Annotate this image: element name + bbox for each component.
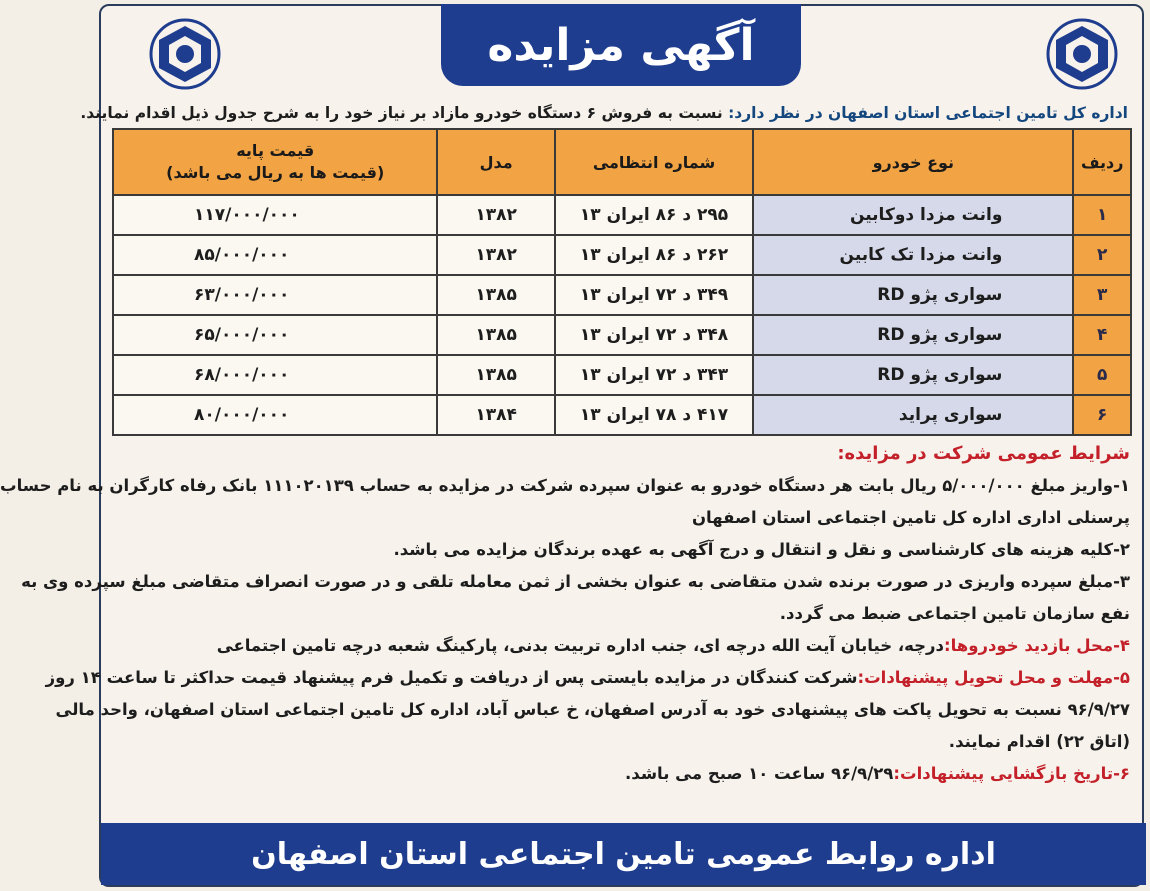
vehicle-type: سواری پراید xyxy=(753,395,1073,435)
model-year: ۱۳۸۲ xyxy=(437,195,554,235)
condition-2: ۲-کلیه هزینه های کارشناسی و نقل و انتقال و درج آگهی به عهده برندگان مزایده می باشد. xyxy=(393,540,1130,559)
condition-1-line-2: پرسنلی اداری اداره کل تامین اجتماعی استان اصفهان xyxy=(691,508,1130,527)
condition-5-label: ۵-مهلت و محل تحویل پیشنهادات: xyxy=(857,668,1130,687)
conditions-title: شرایط عمومی شرکت در مزایده: xyxy=(837,443,1130,464)
base-price: ۶۵/۰۰۰/۰۰۰ xyxy=(113,315,437,355)
condition-1-line-1: ۱-واریز مبلغ ۵/۰۰۰/۰۰۰ ریال بابت هر دستگاه خودرو به عنوان سپرده شرکت در مزایده به حساب ۱۱۱۰۲۰۱۳۹ بانک رفاه کارگران به نام حساب xyxy=(0,476,1130,495)
plate-number: ۳۴۳ د ۷۲ ایران ۱۳ xyxy=(555,355,753,395)
table-row xyxy=(113,195,1131,235)
header-base-price xyxy=(113,129,437,195)
footer-banner xyxy=(101,823,1146,885)
footer-text: اداره روابط عمومی تامین اجتماعی استان اصفهان xyxy=(251,836,996,872)
condition-4 xyxy=(110,630,1130,662)
plate-number: ۴۱۷ د ۷۸ ایران ۱۳ xyxy=(555,395,753,435)
plate-number: ۲۹۵ د ۸۶ ایران ۱۳ xyxy=(555,195,753,235)
model-year: ۱۳۸۵ xyxy=(437,355,554,395)
row-number: ۵ xyxy=(1073,355,1131,395)
header-price-title: قیمت پایه xyxy=(236,141,315,160)
base-price: ۱۱۷/۰۰۰/۰۰۰ xyxy=(113,195,437,235)
intro-org: اداره کل تامین اجتماعی استان اصفهان در نظر دارد: xyxy=(728,104,1128,122)
page-title: آگهی مزایده xyxy=(487,19,755,71)
header-model: مدل xyxy=(437,129,554,195)
condition-3-line-1: ۳-مبلغ سپرده واریزی در صورت برنده شدن متقاضی به عنوان بخشی از ثمن معامله تلقی و در صورت انصراف متقاضی مبلغ سپرده وی به xyxy=(21,572,1130,591)
base-price: ۶۳/۰۰۰/۰۰۰ xyxy=(113,275,437,315)
plate-number: ۳۴۸ د ۷۲ ایران ۱۳ xyxy=(555,315,753,355)
table-row xyxy=(113,395,1131,435)
condition-6-text: ۹۶/۹/۲۹ ساعت ۱۰ صبح می باشد. xyxy=(625,764,894,783)
row-number: ۱ xyxy=(1073,195,1131,235)
condition-5-text-1: شرکت کنندگان در مزایده بایستی پس از دریافت و تکمیل فرم پیشنهاد قیمت حداکثر تا ساعت ۱۴ روز xyxy=(45,668,858,687)
vehicle-type: وانت مزدا دوکابین xyxy=(753,195,1073,235)
base-price: ۸۵/۰۰۰/۰۰۰ xyxy=(113,235,437,275)
condition-6 xyxy=(110,758,1130,790)
condition-5-line-2: ۹۶/۹/۲۷ نسبت به تحویل پاکت های پیشنهادی خود به آدرس اصفهان، خ عباس آباد، اداره کل تامین اجتماعی استان اصفهان، واحد مالی xyxy=(55,700,1130,719)
condition-4-text: درچه، خیابان آیت الله درچه ای، جنب اداره تربیت بدنی، پارکینگ شعبه درچه تامین اجتماعی xyxy=(216,636,944,655)
row-number: ۳ xyxy=(1073,275,1131,315)
model-year: ۱۳۸۵ xyxy=(437,315,554,355)
vehicle-type: سواری پژو RD xyxy=(753,355,1073,395)
table-header-row xyxy=(113,129,1131,195)
condition-3-line-2: نفع سازمان تامین اجتماعی ضبط می گردد. xyxy=(779,604,1130,623)
intro-text: نسبت به فروش ۶ دستگاه خودرو مازاد بر نیاز خود را به شرح جدول ذیل اقدام نمایند. xyxy=(80,104,723,122)
base-price: ۸۰/۰۰۰/۰۰۰ xyxy=(113,395,437,435)
header-vehicle-type: نوع خودرو xyxy=(753,129,1073,195)
header-plate-number: شماره انتظامی xyxy=(555,129,753,195)
model-year: ۱۳۸۲ xyxy=(437,235,554,275)
base-price: ۶۸/۰۰۰/۰۰۰ xyxy=(113,355,437,395)
social-security-logo-icon xyxy=(1046,18,1118,90)
condition-5-line-3: (اتاق ۲۲) اقدام نمایند. xyxy=(948,732,1130,751)
social-security-logo-icon xyxy=(149,18,221,90)
model-year: ۱۳۸۵ xyxy=(437,275,554,315)
title-banner xyxy=(441,4,801,86)
vehicle-type: وانت مزدا تک کابین xyxy=(753,235,1073,275)
model-year: ۱۳۸۴ xyxy=(437,395,554,435)
vehicle-type: سواری پژو RD xyxy=(753,275,1073,315)
row-number: ۶ xyxy=(1073,395,1131,435)
auction-notice xyxy=(0,4,1144,887)
table-row xyxy=(113,315,1131,355)
intro-paragraph xyxy=(80,104,1128,122)
table-row xyxy=(113,235,1131,275)
vehicle-table xyxy=(112,128,1132,436)
header-price-note: (قیمت ها به ریال می باشد) xyxy=(166,163,385,182)
row-number: ۴ xyxy=(1073,315,1131,355)
header-row-number: ردیف xyxy=(1073,129,1131,195)
auction-conditions xyxy=(0,438,1130,790)
plate-number: ۲۶۲ د ۸۶ ایران ۱۳ xyxy=(555,235,753,275)
condition-4-label: ۴-محل بازدید خودروها: xyxy=(943,636,1130,655)
plate-number: ۳۴۹ د ۷۲ ایران ۱۳ xyxy=(555,275,753,315)
table-row xyxy=(113,275,1131,315)
condition-6-label: ۶-تاریخ بازگشایی پیشنهادات: xyxy=(893,764,1130,783)
vehicle-type: سواری پژو RD xyxy=(753,315,1073,355)
condition-5-line-1 xyxy=(45,662,1130,694)
table-row xyxy=(113,355,1131,395)
row-number: ۲ xyxy=(1073,235,1131,275)
